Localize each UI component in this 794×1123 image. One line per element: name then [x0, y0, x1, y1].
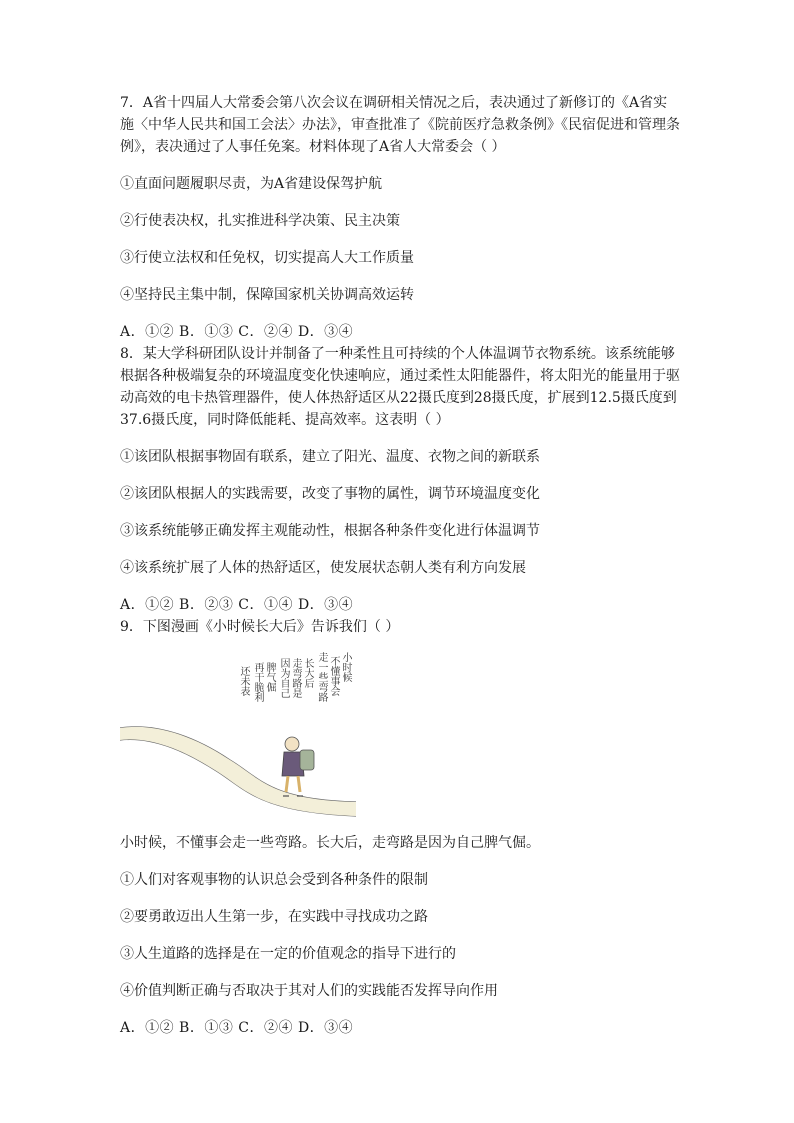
question-7-option-2: ②行使表决权，扎实推进科学决策、民主决策 — [120, 213, 400, 229]
comic-text-col-6: 因为自己 — [278, 658, 289, 698]
question-8-option-1: ①该团队根据事物固有联系，建立了阳光、温度、衣物之间的新联系 — [120, 449, 540, 465]
comic-caption: 小时候，不懂事会走一些弯路。长大后，走弯路是因为自己脾气倔。 — [120, 835, 540, 851]
comic-text-col-3: 走一些弯路 — [316, 652, 327, 702]
question-9-stem: 9．下图漫画《小时候长大后》告诉我们（ ） — [120, 619, 400, 635]
comic-text-col-4: 长大后 — [302, 658, 313, 688]
question-9-option-4: ④价值判断正确与否取决于其对人们的实践能否发挥导向作用 — [120, 983, 498, 999]
question-9-option-2: ②要勇敢迈出人生第一步，在实践中寻找成功之路 — [120, 909, 428, 925]
question-7-option-3: ③行使立法权和任免权，切实提高人大工作质量 — [120, 250, 414, 266]
comic-text-col-8: 再干脆利 — [252, 662, 263, 702]
question-8-option-4: ④该系统扩展了人体的热舒适区，使发展状态朝人类有利方向发展 — [120, 560, 526, 576]
comic-illustration — [120, 650, 356, 820]
comic-text-col-2: 不懂事会 — [328, 656, 339, 696]
child-figure — [282, 737, 314, 796]
comic-text-col-7: 脾气倔 — [264, 662, 275, 692]
question-8-answers: A．①② B．②③ C．①④ D．③④ — [120, 597, 354, 613]
question-7-option-4: ④坚持民主集中制，保障国家机关协调高效运转 — [120, 287, 414, 303]
question-7-option-1: ①直面问题履职尽责，为A省建设保驾护航 — [120, 176, 383, 192]
question-8-stem: 8．某大学科研团队设计并制备了一种柔性且可持续的个人体温调节衣物系统。该系统能够根据各种极端复杂的环境温度变化快速响应，通过柔性太阳能器件，将太阳光的能量用于驱动高效的电卡热管理器件，使人体热舒适区从22摄氏度到28摄氏度，扩展到12.5摄氏度到37.6摄氏度，同时降低能耗、提高效率。这表明（ ） — [120, 346, 680, 428]
comic-text-col-5: 走弯路是 — [290, 658, 301, 698]
question-8-option-2: ②该团队根据人的实践需要，改变了事物的属性，调节环境温度变化 — [120, 486, 540, 502]
exam-page — [120, 92, 680, 1039]
question-9-answers: A．①② B．①③ C．②④ D．③④ — [120, 1020, 354, 1036]
comic-text-col-9: 还未表 — [238, 666, 249, 696]
question-7-answers: A．①② B．①③ C．②④ D．③④ — [120, 324, 354, 340]
comic-text-col-1: 小时候 — [340, 652, 351, 682]
question-8-option-3: ③该系统能够正确发挥主观能动性，根据各种条件变化进行体温调节 — [120, 523, 540, 539]
question-9-option-1: ①人们对客观事物的认识总会受到各种条件的限制 — [120, 872, 428, 888]
question-7-stem: 7．A省十四届人大常委会第八次会议在调研相关情况之后，表决通过了新修订的《A省实施〈中华人民共和国工会法〉办法》，审查批准了《院前医疗急救条例》《民宿促进和管理条例》，表决通过了人事任免案。材料体现了A省人大常委会（ ） — [120, 95, 680, 155]
question-9-option-3: ③人生道路的选择是在一定的价值观念的指导下进行的 — [120, 946, 456, 962]
